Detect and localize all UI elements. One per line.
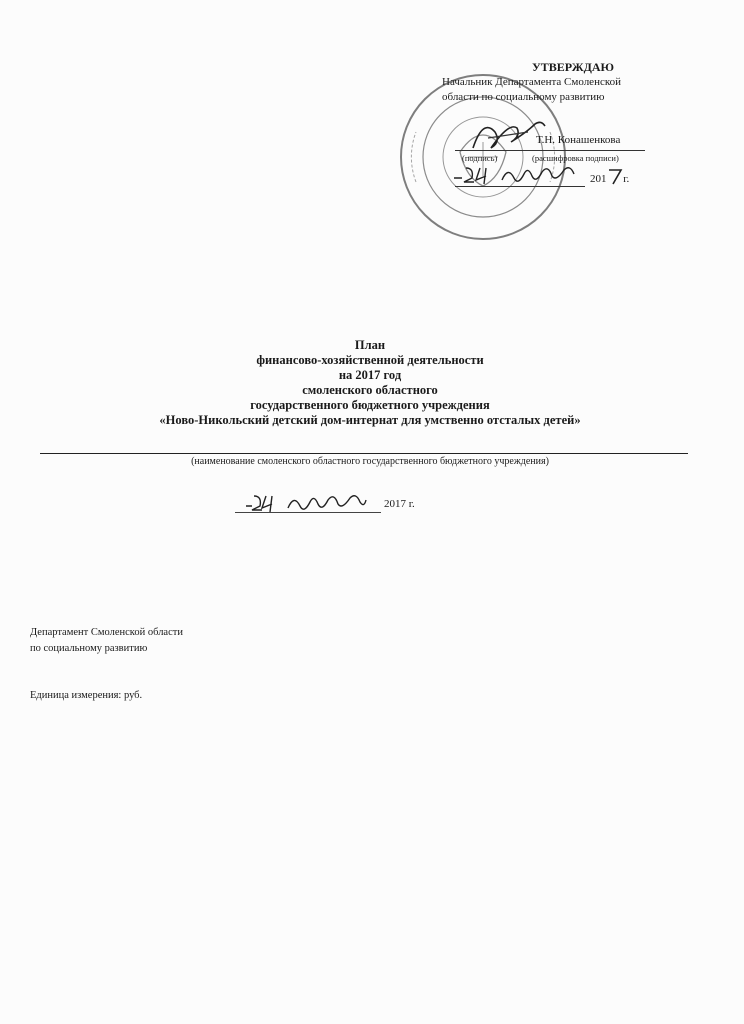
plan-title-line-5: государственного бюджетного учреждения [250, 398, 490, 412]
plan-title-line-2: финансово-хозяйственной деятельности [256, 353, 484, 367]
approval-signatory-name: Т.Н. Конашенкова [536, 134, 621, 146]
department-block [30, 625, 183, 657]
approval-date-underline [455, 186, 585, 187]
document-date-underline [235, 512, 381, 513]
approval-heading: УТВЕРЖДАЮ [531, 60, 615, 74]
approval-year-prefix: 201 [590, 173, 610, 185]
handwritten-approval-date [450, 160, 590, 188]
handwritten-year-digit [607, 166, 623, 186]
plan-title: План [354, 338, 386, 352]
department-line-2: по социальному развитию [30, 643, 148, 654]
unit-of-measure: Единица измерения: руб. [30, 690, 143, 701]
signature-underline [455, 150, 645, 151]
approval-position-line-2: области по социальному развитию [442, 91, 605, 103]
approval-year-end: г. [623, 173, 630, 185]
plan-title-block [40, 338, 700, 428]
approval-position-line-1: Начальник Департамента Смоленской [442, 76, 622, 88]
signature-hint: (подпись) [462, 153, 498, 163]
document-date-year: 2017 г. [384, 498, 415, 510]
signature-decoding-hint: (расшифровка подписи) [532, 153, 619, 163]
institution-name: «Ново-Никольский детский дом-интернат для умственно отсталых детей» [159, 413, 581, 427]
institution-name-hint: (наименование смоленского областного государственного бюджетного учреждения) [191, 456, 549, 467]
institution-underline [40, 453, 688, 454]
plan-title-line-4: смоленского областного [302, 383, 438, 397]
plan-title-line-3: на 2017 год [338, 368, 402, 382]
department-line-1: Департамент Смоленской области [30, 627, 183, 638]
